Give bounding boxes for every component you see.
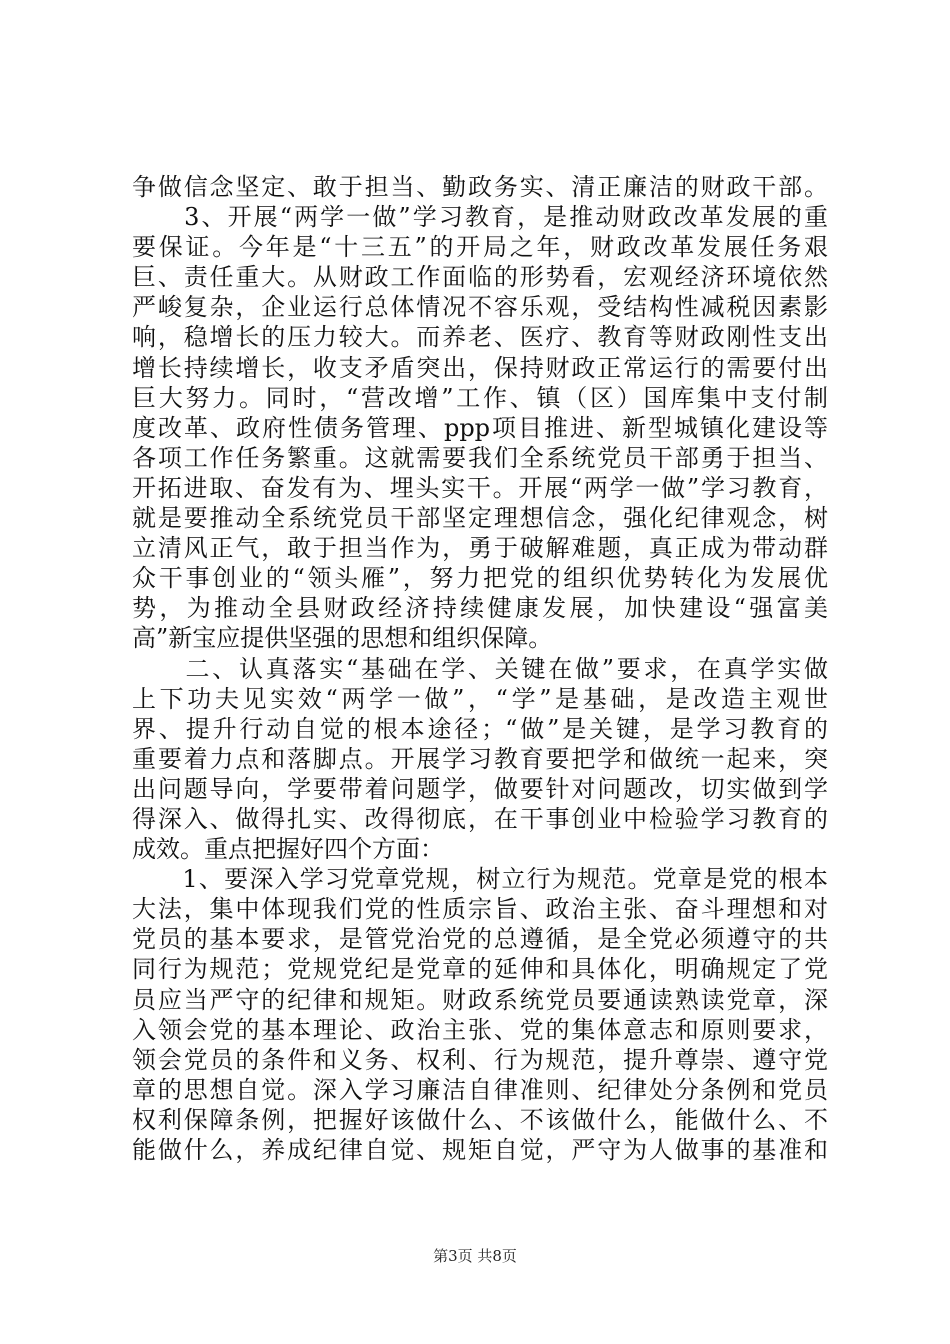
text-line: 众干事创业的“领头雁”，努力把党的组织优势转化为发展优	[132, 564, 828, 593]
text-line: 入领会党的基本理论、政治主张、党的集体意志和原则要求，	[132, 1015, 828, 1044]
text-line: 开拓进取、奋发有为、埋头实干。开展“两学一做”学习教育，	[132, 473, 828, 502]
text-line: 要保证。今年是“十三五”的开局之年，财政改革发展任务艰	[132, 233, 828, 262]
body-text	[132, 172, 828, 1165]
text-line: 权利保障条例，把握好该做什么、不该做什么，能做什么、不	[132, 1105, 828, 1134]
text-line: 章的思想自觉。深入学习廉洁自律准则、纪律处分条例和党员	[132, 1075, 828, 1104]
text-line: 3、开展“两学一做”学习教育，是推动财政改革发展的重	[132, 203, 828, 232]
text-line: 能做什么，养成纪律自觉、规矩自觉，严守为人做事的基准和	[132, 1136, 828, 1164]
text-line: 1、要深入学习党章党规，树立行为规范。党章是党的根本	[132, 865, 828, 894]
text-line: 巨大努力。同时，“营改增”工作、镇（区）国库集中支付制	[132, 383, 828, 412]
text-line: 成效。重点把握好四个方面：	[132, 835, 444, 864]
text-line: 大法，集中体现我们党的性质宗旨、政治主张、奋斗理想和对	[132, 895, 828, 924]
text-line: 员应当严守的纪律和规矩。财政系统党员要通读熟读党章，深	[132, 985, 828, 1014]
text-line: 响，稳增长的压力较大。而养老、医疗、教育等财政刚性支出	[132, 323, 828, 352]
text-line: 党员的基本要求，是管党治党的总遵循，是全党必须遵守的共	[132, 925, 828, 954]
text-line: 领会党员的条件和义务、权利、行为规范，提升尊崇、遵守党	[132, 1045, 828, 1074]
text-line: 争做信念坚定、敢于担当、勤政务实、清正廉洁的财政干部。	[132, 173, 828, 201]
text-line: 同行为规范；党规党纪是党章的延伸和具体化，明确规定了党	[132, 955, 828, 984]
text-line: 势，为推动全县财政经济持续健康发展，加快建设“强富美	[132, 594, 828, 623]
text-line: 重要着力点和落脚点。开展学习教育要把学和做统一起来，突	[132, 744, 828, 773]
text-line: 立清风正气，敢于担当作为，勇于破解难题，真正成为带动群	[132, 534, 828, 563]
text-line: 界、提升行动自觉的根本途径；“做”是关键，是学习教育的	[132, 714, 828, 743]
text-line: 各项工作任务繁重。这就需要我们全系统党员干部勇于担当、	[132, 443, 828, 472]
text-line: 二、认真落实“基础在学、关键在做”要求，在真学实做	[132, 654, 828, 683]
text-line: 度改革、政府性债务管理、ppp项目推进、新型城镇化建设等	[132, 413, 828, 442]
text-line: 严峻复杂，企业运行总体情况不容乐观，受结构性减税因素影	[132, 293, 828, 322]
text-line: 增长持续增长，收支矛盾突出，保持财政正常运行的需要付出	[132, 353, 828, 382]
text-line: 就是要推动全系统党员干部坚定理想信念，强化纪律观念，树	[132, 504, 828, 533]
page-number-footer: 第3页 共8页	[433, 1247, 517, 1265]
text-line: 高”新宝应提供坚强的思想和组织保障。	[132, 624, 553, 653]
text-line: 巨、责任重大。从财政工作面临的形势看，宏观经济环境依然	[132, 263, 828, 292]
text-line: 得深入、做得扎实、改得彻底，在干事创业中检验学习教育的	[132, 804, 828, 833]
text-line: 上下功夫见实效“两学一做”，“学”是基础，是改造主观世	[132, 684, 828, 713]
text-line: 出问题导向，学要带着问题学，做要针对问题改，切实做到学	[132, 774, 828, 803]
